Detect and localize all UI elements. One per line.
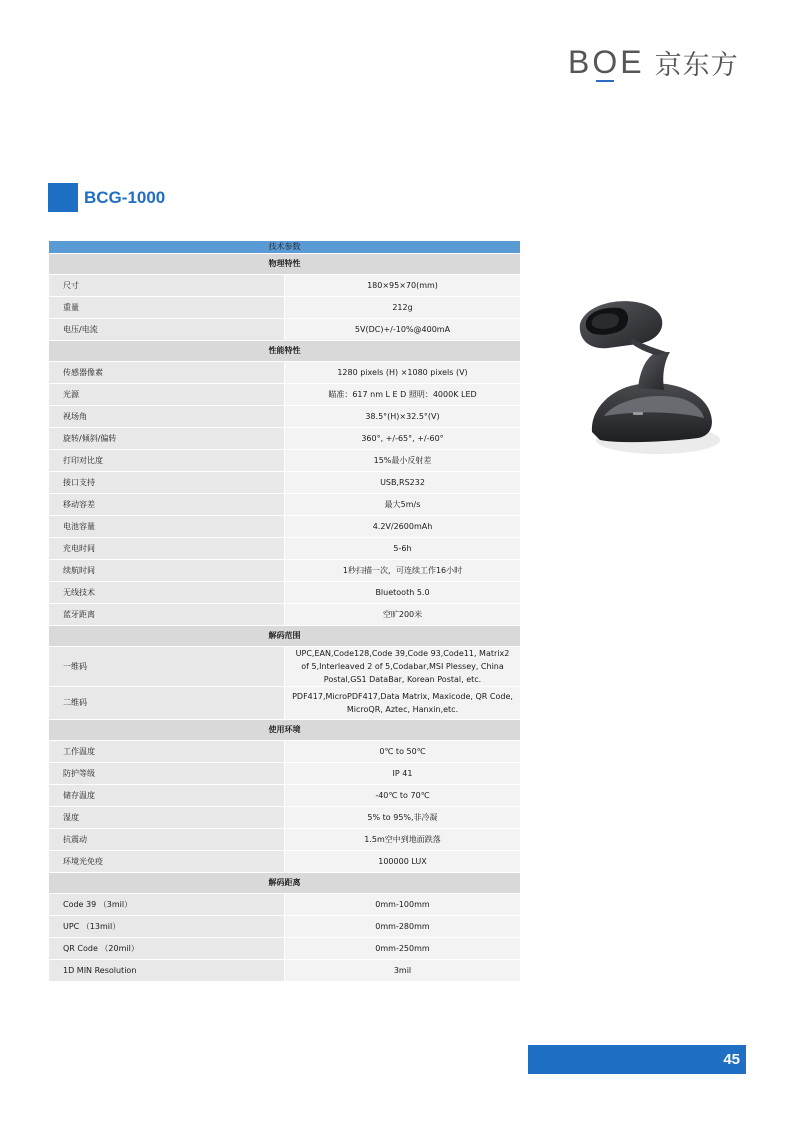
spec-label: 二维码 [49, 686, 285, 719]
logo-latin-text: BOE [568, 43, 645, 80]
spec-value: 0mm-280mm [285, 915, 521, 937]
spec-row [49, 493, 520, 515]
spec-row [49, 915, 520, 937]
spec-label: 电池容量 [49, 515, 285, 537]
spec-table-body [49, 241, 520, 981]
section-row [49, 625, 520, 646]
spec-value: Bluetooth 5.0 [285, 581, 521, 603]
spec-label: 环境光免疫 [49, 850, 285, 872]
boe-logo [568, 42, 739, 82]
spec-row [49, 937, 520, 959]
spec-row [49, 515, 520, 537]
spec-value: 38.5°(H)×32.5°(V) [285, 405, 521, 427]
spec-row [49, 686, 520, 719]
spec-label: 传感器像素 [49, 361, 285, 383]
spec-row [49, 296, 520, 318]
spec-row [49, 762, 520, 784]
spec-label: 移动容差 [49, 493, 285, 515]
barcode-scanner-image [570, 292, 720, 462]
spec-value: 360°, +/-65°, +/-60° [285, 427, 521, 449]
spec-row [49, 427, 520, 449]
logo-chinese-text: 京东方 [654, 49, 739, 81]
spec-value: 180×95×70(mm) [285, 274, 521, 296]
page-number: 45 [723, 1051, 740, 1068]
spec-row [49, 361, 520, 383]
spec-value: 212g [285, 296, 521, 318]
spec-value: 5-6h [285, 537, 521, 559]
spec-label: 视场角 [49, 405, 285, 427]
section-row [49, 253, 520, 274]
spec-value: USB,RS232 [285, 471, 521, 493]
spec-value: 5V(DC)+/-10%@400mA [285, 318, 521, 340]
spec-value: 1.5m空中到地面跌落 [285, 828, 521, 850]
table-header-row [49, 241, 520, 253]
spec-label: 蓝牙距离 [49, 603, 285, 625]
spec-label: 防护等级 [49, 762, 285, 784]
spec-row [49, 405, 520, 427]
spec-label: 工作温度 [49, 740, 285, 762]
spec-label: 1D MIN Resolution [49, 959, 285, 981]
spec-row [49, 806, 520, 828]
spec-value: 空旷200米 [285, 603, 521, 625]
section-title: 性能特性 [49, 340, 520, 361]
spec-label: 尺寸 [49, 274, 285, 296]
spec-label: 打印对比度 [49, 449, 285, 471]
spec-row [49, 559, 520, 581]
spec-row [49, 828, 520, 850]
section-title: 使用环境 [49, 719, 520, 740]
spec-value: 3mil [285, 959, 521, 981]
spec-value: IP 41 [285, 762, 521, 784]
spec-value: 瞄准：617 nm L E D 照明：4000K LED [285, 383, 521, 405]
section-row [49, 719, 520, 740]
spec-row [49, 274, 520, 296]
spec-row [49, 646, 520, 686]
section-row [49, 872, 520, 893]
spec-label: Code 39 （3mil） [49, 893, 285, 915]
spec-label: 光源 [49, 383, 285, 405]
spec-label: 续航时间 [49, 559, 285, 581]
spec-value: 0mm-250mm [285, 937, 521, 959]
spec-label: 无线技术 [49, 581, 285, 603]
spec-value: 1280 pixels (H) ×1080 pixels (V) [285, 361, 521, 383]
spec-label: 储存温度 [49, 784, 285, 806]
spec-value: UPC,EAN,Code128,Code 39,Code 93,Code11, Matrix2 of 5,Interleaved 2 of 5,Codabar,MSI Plessey, China Postal,GS1 DataBar, Korean Postal, etc. [285, 646, 521, 686]
spec-row [49, 449, 520, 471]
spec-value: 1秒扫描一次，可连续工作16小时 [285, 559, 521, 581]
spec-value: PDF417,MicroPDF417,Data Matrix, Maxicode, QR Code, MicroQR, Aztec, Hanxin,etc. [285, 686, 521, 719]
spec-label: 旋转/倾斜/偏转 [49, 427, 285, 449]
spec-label: 抗震动 [49, 828, 285, 850]
spec-row [49, 893, 520, 915]
spec-value: -40℃ to 70℃ [285, 784, 521, 806]
spec-label: 一维码 [49, 646, 285, 686]
spec-value: 最大5m/s [285, 493, 521, 515]
spec-row [49, 537, 520, 559]
spec-row [49, 740, 520, 762]
spec-value: 100000 LUX [285, 850, 521, 872]
spec-label: UPC （13mil） [49, 915, 285, 937]
section-title: 物理特性 [49, 253, 520, 274]
spec-row [49, 959, 520, 981]
spec-value: 0℃ to 50℃ [285, 740, 521, 762]
section-title: 解码范围 [49, 625, 520, 646]
spec-label: 湿度 [49, 806, 285, 828]
spec-value: 4.2V/2600mAh [285, 515, 521, 537]
spec-row [49, 581, 520, 603]
table-header: 技术参数 [49, 241, 520, 253]
spec-label: 接口支持 [49, 471, 285, 493]
spec-value: 15%最小反射差 [285, 449, 521, 471]
spec-row [49, 784, 520, 806]
spec-row [49, 383, 520, 405]
spec-table [49, 241, 520, 982]
spec-row [49, 471, 520, 493]
section-title: 解码距离 [49, 872, 520, 893]
spec-label: QR Code （20mil） [49, 937, 285, 959]
spec-value: 0mm-100mm [285, 893, 521, 915]
spec-row [49, 603, 520, 625]
spec-label: 电压/电流 [49, 318, 285, 340]
spec-label: 充电时间 [49, 537, 285, 559]
logo-accent-line [596, 80, 614, 82]
product-title: BCG-1000 [84, 188, 166, 207]
spec-row [49, 318, 520, 340]
spec-row [49, 850, 520, 872]
title-accent-block [48, 183, 78, 212]
spec-value: 5% to 95%,非冷凝 [285, 806, 521, 828]
section-row [49, 340, 520, 361]
page-number-bar [528, 1045, 746, 1074]
spec-label: 重量 [49, 296, 285, 318]
